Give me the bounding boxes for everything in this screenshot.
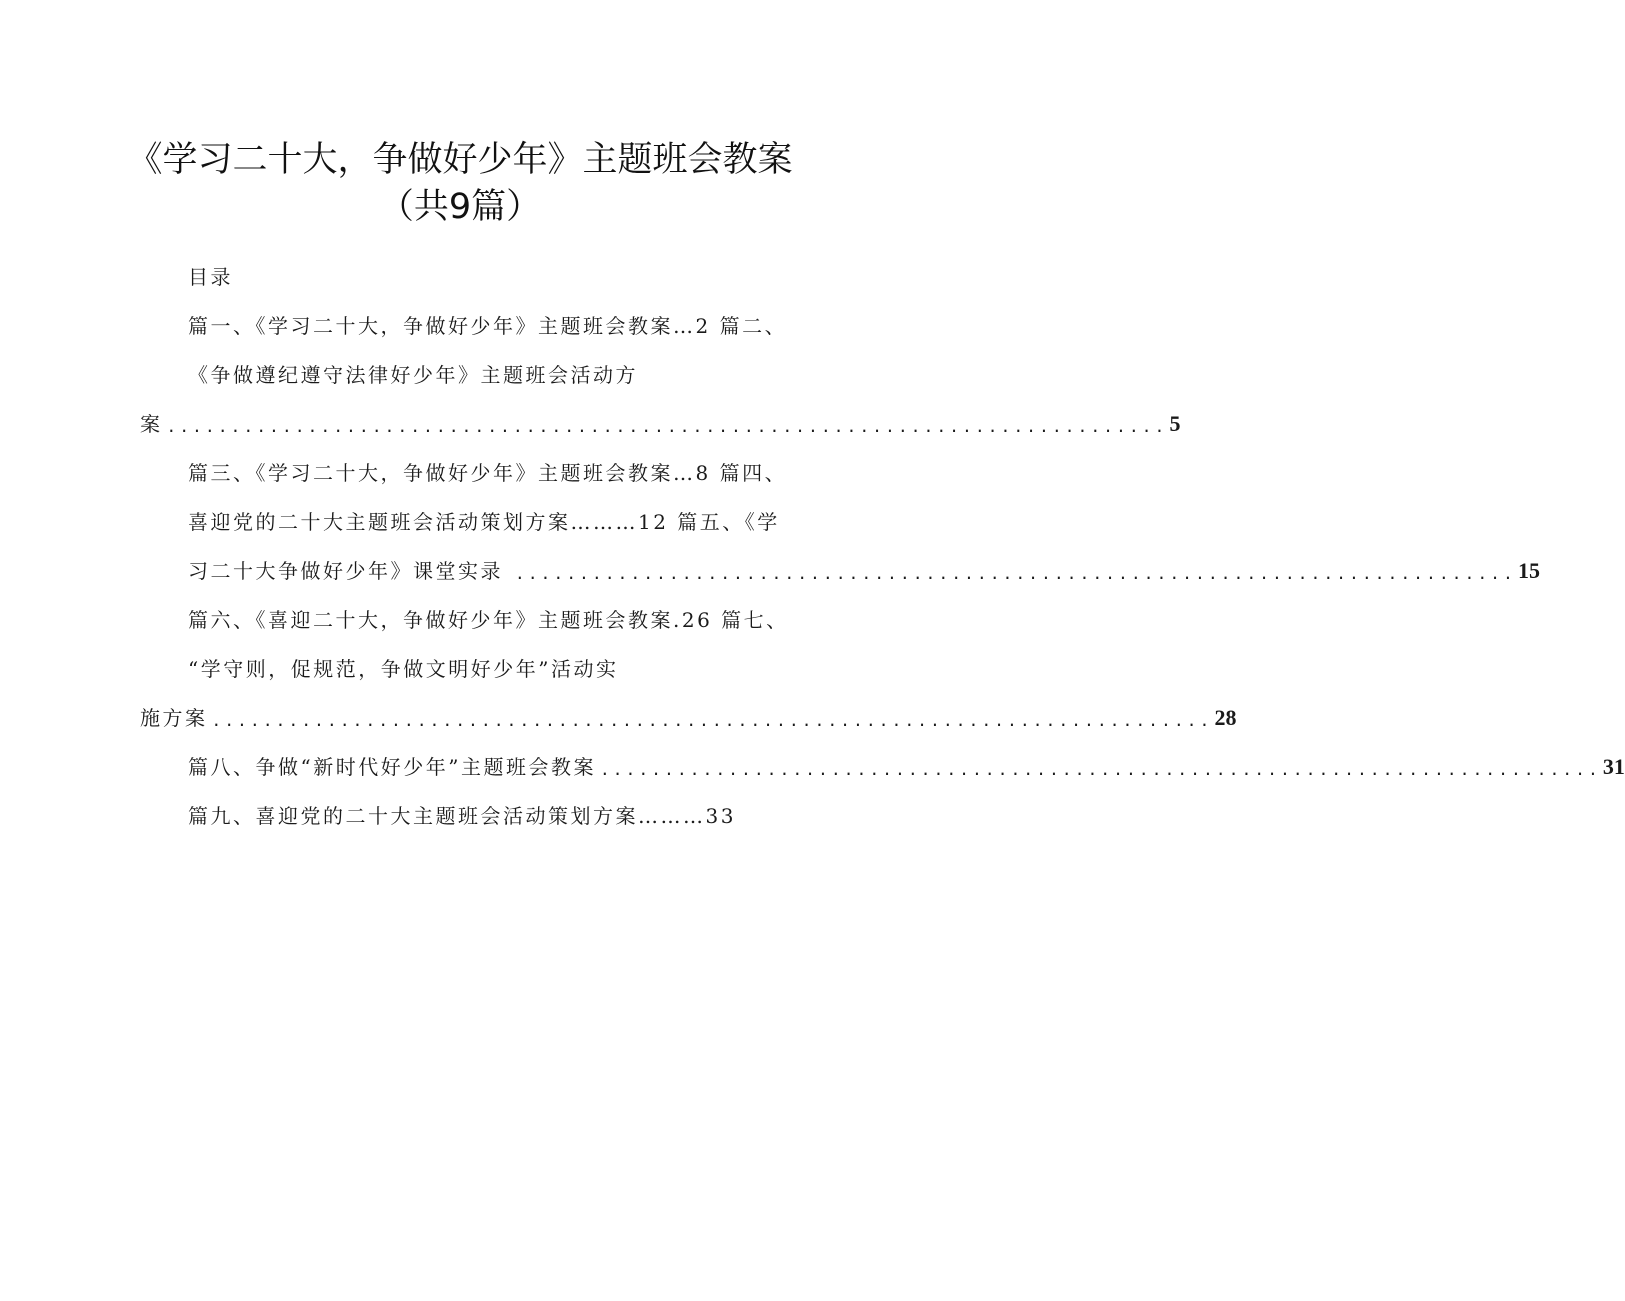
document-title: 《学习二十大，争做好少年》主题班会教案 <box>127 140 793 180</box>
dot-leader: .............................................................................. <box>515 564 1516 583</box>
toc-entry-leader <box>140 704 1237 732</box>
toc-entry-leader <box>188 557 1540 585</box>
toc-line: 篇三、《学习二十大，争做好少年》主题班会教案…8 篇四、 <box>188 461 788 485</box>
toc-line: 篇九、喜迎党的二十大主题班会活动策划方案………33 <box>188 804 736 828</box>
dot-leader: .............................................................................. <box>599 760 1601 779</box>
toc-line: 施方案 <box>140 706 208 730</box>
toc-entry-leader <box>140 410 1181 438</box>
toc-heading: 目录 <box>188 265 233 289</box>
document-subtitle: （共9篇） <box>378 187 542 227</box>
toc-page-number: 15 <box>1517 558 1540 583</box>
toc-line: 《争做遵纪遵守法律好少年》主题班会活动方 <box>188 363 638 387</box>
toc-line: 篇六、《喜迎二十大，争做好少年》主题班会教案.26 篇七、 <box>188 608 789 632</box>
toc-line: “学守则，促规范，争做文明好少年”活动实 <box>188 657 619 681</box>
dot-leader: .............................................................................. <box>211 711 1213 730</box>
toc-line: 喜迎党的二十大主题班会活动策划方案………12 篇五、《学 <box>188 510 780 534</box>
dot-leader: .............................................................................. <box>166 417 1168 436</box>
toc-page-number: 28 <box>1214 705 1237 730</box>
toc-entry-leader <box>188 753 1625 781</box>
toc-page-number: 5 <box>1169 411 1181 436</box>
toc-page-number: 31 <box>1602 754 1625 779</box>
toc-line: 篇八、争做“新时代好少年”主题班会教案 <box>188 755 596 779</box>
toc-line: 习二十大争做好少年》课堂实录 <box>188 559 503 583</box>
toc-line: 案 <box>140 412 163 436</box>
toc-line: 篇一、《学习二十大，争做好少年》主题班会教案…2 篇二、 <box>188 314 788 338</box>
